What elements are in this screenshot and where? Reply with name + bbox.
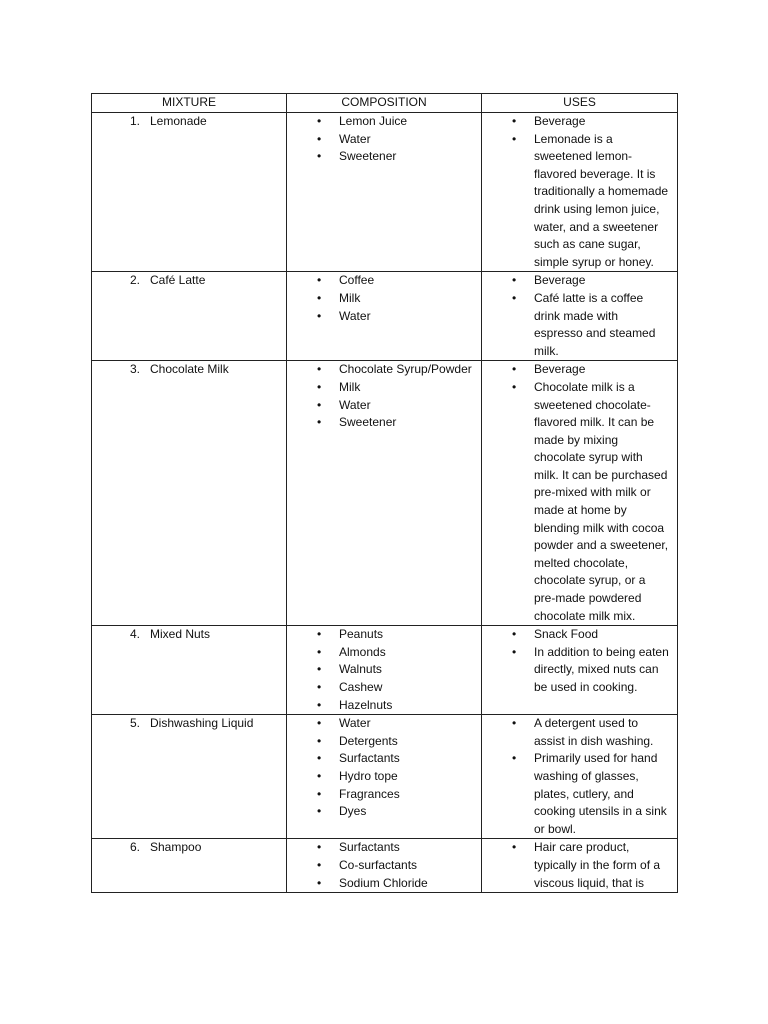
uses-item bbox=[488, 839, 671, 892]
uses-text: • Hair care product, typically in the form of a viscous liquid, that is bbox=[534, 840, 661, 890]
uses-list bbox=[488, 839, 671, 892]
table-body bbox=[92, 113, 678, 893]
composition-item: • Surfactants bbox=[293, 839, 475, 857]
uses-text: • Café latte is a coffee drink made with espresso and steamed milk. bbox=[534, 290, 656, 358]
composition-cell bbox=[287, 626, 482, 715]
composition-item: • Coffee bbox=[293, 272, 475, 290]
composition-item: • Co-surfactants bbox=[293, 857, 475, 875]
uses-item bbox=[488, 750, 671, 838]
composition-cell bbox=[287, 361, 482, 626]
composition-list bbox=[293, 361, 475, 431]
uses-text: • Chocolate milk is a sweetened chocolate-flavored milk. It can be made by mixing chocolate syrup with milk. It can be purchased pre-mixed with milk or made at home by blending milk with cocoa powder and a sweetener, melted chocolate, chocolate syrup, or a pre-made powdered chocolate milk mix. bbox=[534, 379, 669, 623]
mixture-name: Dishwashing Liquid bbox=[150, 716, 254, 731]
mixture-cell bbox=[92, 272, 287, 361]
mixture-cell bbox=[92, 113, 287, 272]
uses-text: • Lemonade is a sweetened lemon-flavored beverage. It is traditionally a homemade drink using lemon juice, water, and a sweetener such as cane sugar, simple syrup or honey. bbox=[534, 131, 669, 269]
composition-list bbox=[293, 715, 475, 821]
composition-item: • Lemon Juice bbox=[293, 113, 475, 131]
mixture-cell bbox=[92, 839, 287, 893]
composition-item: • Hydro tope bbox=[293, 768, 475, 786]
mixture-cell bbox=[92, 715, 287, 839]
uses-item bbox=[488, 113, 671, 131]
uses-item bbox=[488, 379, 671, 625]
uses-item bbox=[488, 644, 671, 697]
mixture-number: 4. bbox=[129, 627, 140, 642]
uses-item bbox=[488, 272, 671, 290]
composition-item: • Sodium Chloride bbox=[293, 875, 475, 893]
header-mixture: MIXTURE bbox=[92, 94, 287, 113]
uses-text: • In addition to being eaten directly, mixed nuts can be used in cooking. bbox=[534, 644, 669, 694]
header-composition: COMPOSITION bbox=[287, 94, 482, 113]
mixture-number: 3. bbox=[129, 362, 140, 377]
composition-item: • Fragrances bbox=[293, 786, 475, 804]
composition-item: • Walnuts bbox=[293, 661, 475, 679]
composition-list bbox=[293, 626, 475, 714]
mixture-number: 6. bbox=[129, 840, 140, 855]
uses-list bbox=[488, 626, 671, 696]
mixture-number: 2. bbox=[129, 273, 140, 288]
uses-cell bbox=[482, 113, 678, 272]
uses-text: • Snack Food bbox=[534, 627, 599, 642]
uses-list bbox=[488, 272, 671, 360]
uses-cell bbox=[482, 361, 678, 626]
uses-text: • A detergent used to assist in dish washing. bbox=[534, 716, 654, 748]
uses-item bbox=[488, 361, 671, 379]
composition-item: • Cashew bbox=[293, 679, 475, 697]
composition-item: • Hazelnuts bbox=[293, 697, 475, 715]
mixture-cell bbox=[92, 626, 287, 715]
composition-item: • Sweetener bbox=[293, 414, 475, 432]
composition-list bbox=[293, 839, 475, 892]
composition-item: • Water bbox=[293, 397, 475, 415]
uses-cell bbox=[482, 626, 678, 715]
composition-item: • Chocolate Syrup/Powder bbox=[293, 361, 475, 379]
composition-item: • Surfactants bbox=[293, 750, 475, 768]
uses-item bbox=[488, 715, 671, 750]
composition-item: • Dyes bbox=[293, 803, 475, 821]
uses-item bbox=[488, 290, 671, 360]
composition-cell bbox=[287, 839, 482, 893]
table-row bbox=[92, 839, 678, 893]
uses-list bbox=[488, 715, 671, 838]
uses-cell bbox=[482, 272, 678, 361]
uses-item bbox=[488, 626, 671, 644]
mixture-number: 1. bbox=[129, 114, 140, 128]
table-row bbox=[92, 626, 678, 715]
table-row bbox=[92, 113, 678, 272]
uses-text: • Primarily used for hand washing of glasses, plates, cutlery, and cooking utensils in a sink or bowl. bbox=[534, 751, 667, 836]
mixture-name: Mixed Nuts bbox=[150, 627, 211, 642]
composition-item: • Water bbox=[293, 131, 475, 149]
mixture-name: Café Latte bbox=[150, 273, 206, 288]
header-uses: USES bbox=[482, 94, 678, 113]
composition-item: • Water bbox=[293, 715, 475, 733]
uses-list bbox=[488, 113, 671, 271]
mixture-cell bbox=[92, 361, 287, 626]
composition-item: • Almonds bbox=[293, 644, 475, 662]
uses-text: • Beverage bbox=[534, 273, 586, 288]
uses-cell bbox=[482, 839, 678, 893]
composition-cell bbox=[287, 715, 482, 839]
table-row bbox=[92, 715, 678, 839]
mixtures-table bbox=[91, 93, 678, 893]
table-row bbox=[92, 272, 678, 361]
composition-list bbox=[293, 272, 475, 325]
composition-item: • Milk bbox=[293, 290, 475, 308]
composition-item: • Detergents bbox=[293, 733, 475, 751]
mixture-name: Shampoo bbox=[150, 840, 202, 855]
composition-cell bbox=[287, 272, 482, 361]
mixture-number: 5. bbox=[129, 716, 140, 731]
uses-item bbox=[488, 131, 671, 272]
uses-cell bbox=[482, 715, 678, 839]
composition-cell bbox=[287, 113, 482, 272]
uses-text: • Beverage bbox=[534, 114, 586, 128]
uses-text: • Beverage bbox=[534, 362, 586, 377]
uses-list bbox=[488, 361, 671, 625]
mixture-name: Chocolate Milk bbox=[150, 362, 229, 377]
table-header-row bbox=[92, 94, 678, 113]
composition-item: • Water bbox=[293, 308, 475, 326]
composition-item: • Peanuts bbox=[293, 626, 475, 644]
composition-item: • Milk bbox=[293, 379, 475, 397]
table-row bbox=[92, 361, 678, 626]
composition-item: • Sweetener bbox=[293, 148, 475, 166]
mixture-name: Lemonade bbox=[150, 114, 207, 128]
composition-list bbox=[293, 113, 475, 166]
